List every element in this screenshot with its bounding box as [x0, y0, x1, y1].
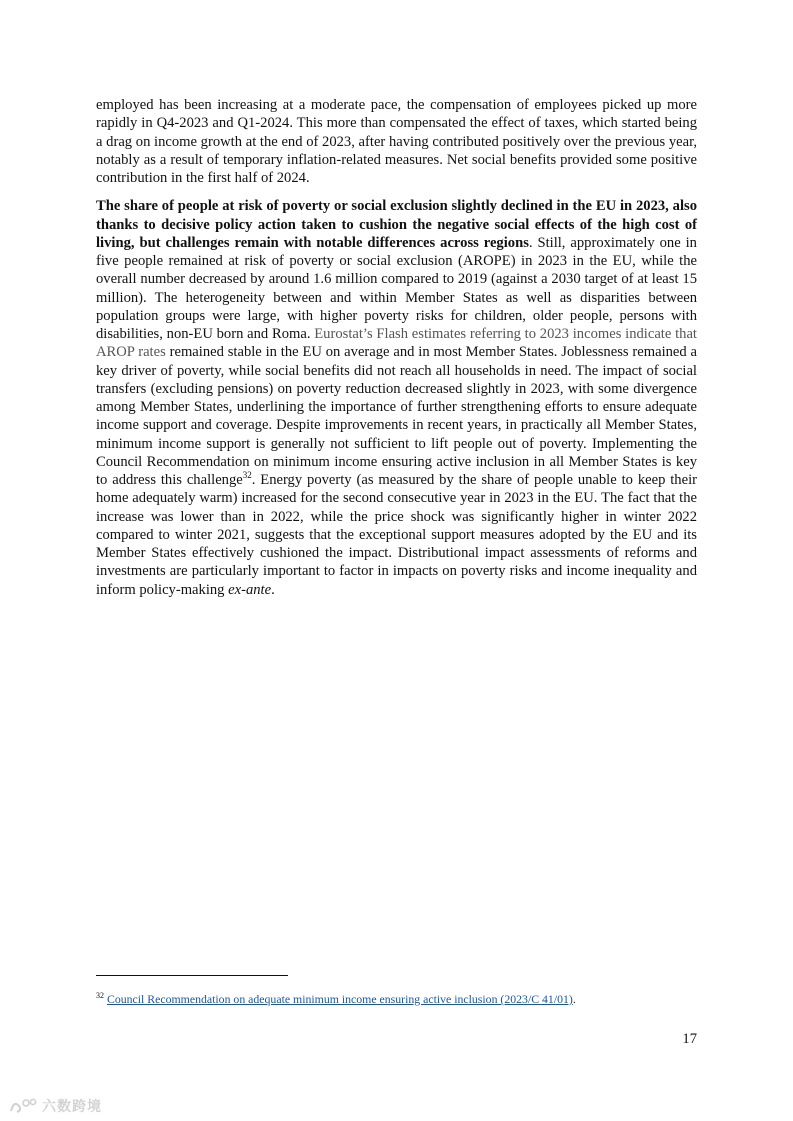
footnote-reference[interactable]: 32	[242, 470, 252, 481]
footnote-number: 32	[96, 991, 104, 1001]
paragraph-1-text: employed has been increasing at a moderate pace, the compensation of employees picked up more rapidly in Q4-2023 and Q1-2024. This more than compensated the effect of taxes, which started being a drag on income growth at the end of 2023, after having contributed positively over the previous year, notably as a result of temporary inflation-related measures. Net social benefits provided some positive contribution in the first half of 2024.	[96, 97, 697, 186]
paragraph-2-end-punct: .	[271, 581, 275, 598]
footnote-end-punct: .	[572, 992, 576, 1006]
paragraph-2	[96, 197, 697, 599]
paragraph-2-eurostat-segment: Eurostat’s Flash estimates referring to 2023 incomes indicate that AROP rates	[96, 326, 697, 361]
paragraph-1	[96, 96, 697, 187]
paragraph-2-text-b: remained stable in the EU on average and in most Member States. Joblessness remained a key driver of poverty, while social benefits did not reach all households in need. The impact of social transfers (excluding pensions) on poverty reduction decreased slightly in 2023, with some divergence among Member States, underlining the importance of further strengthening efforts to ensure adequate income support and coverage. Despite improvements in recent years, in practically all Member States, minimum income support is generally not sufficient to lift people out of poverty. Implementing the Council Recommendation on minimum income ensuring active inclusion in all Member States is key to address this challenge	[96, 344, 698, 488]
footnote-separator	[96, 975, 288, 976]
paragraph-2-text-c: . Energy poverty (as measured by the share of people unable to keep their home adequately warm) increased for the second consecutive year in 2023 in the EU. The fact that the increase was lower than in 2022, while the price shock was significantly higher in winter 2022 compared to winter 2021, suggests that the exceptional support measures adopted by the EU and its Member States effectively cushioned the impact. Distributional impact assessments of reforms and investments are particularly important to factor in impacts on poverty risks and income inequality and inform policy-making	[96, 472, 697, 598]
page-number: 17	[682, 1031, 697, 1047]
paragraph-2-italic-term: ex-ante	[228, 581, 272, 598]
watermark-text: 六数跨境	[42, 1099, 102, 1115]
watermark	[8, 1095, 102, 1117]
body-text	[96, 96, 697, 599]
paragraph-2-text-a: . Still, approximately one in five people remained at risk of poverty or social exclusion (AROPE) in 2023 in the EU, while the overall number decreased by around 1.6 million compared to 2019 (against a 2030 target of at least 15 million). The heterogeneity between and within Member States as well as disparities between population groups were large, with higher poverty risks for children, older people, persons with disabilities, non-EU born and Roma.	[96, 234, 697, 342]
footnote	[96, 992, 697, 1007]
paragraph-2-bold-lead: The share of people at risk of poverty or social exclusion slightly declined in the EU in 2023, also thanks to decisive policy action taken to cushion the negative social effects of the high cost of living, but challenges remain with notable differences across regions	[96, 198, 697, 251]
footnote-link[interactable]: Council Recommendation on adequate minimum income ensuring active inclusion (2023/C 41/01)	[106, 992, 573, 1006]
watermark-logo-icon	[8, 1097, 38, 1115]
